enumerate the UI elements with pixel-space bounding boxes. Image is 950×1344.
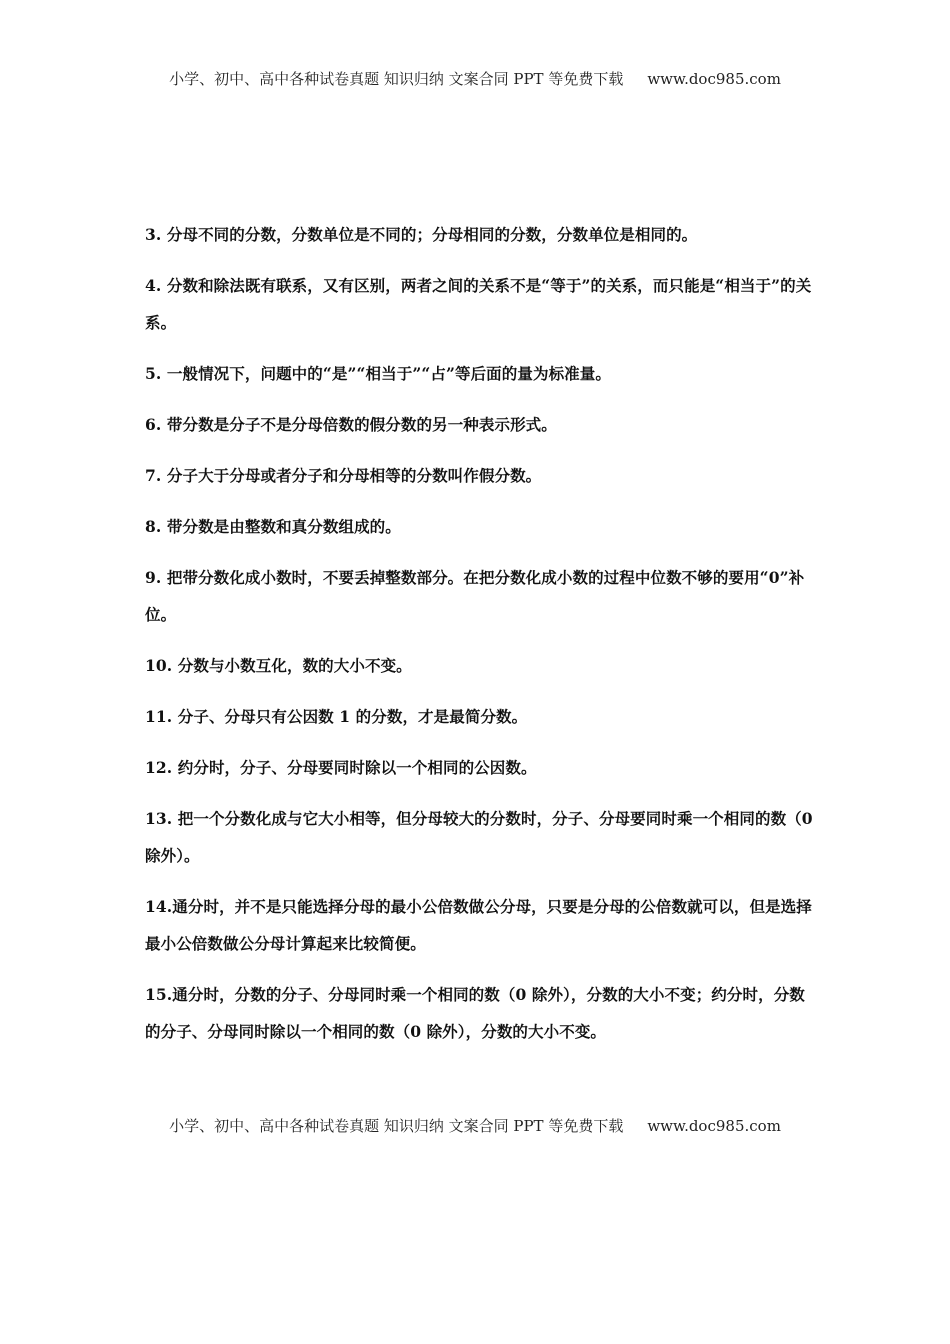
list-item: 10. 分数与小数互化，数的大小不变。 bbox=[145, 656, 412, 675]
knowledge-list bbox=[145, 216, 820, 1064]
page-header bbox=[0, 68, 950, 89]
list-item: 7. 分子大于分母或者分子和分母相等的分数叫作假分数。 bbox=[145, 466, 542, 485]
list-item: 12. 约分时，分子、分母要同时除以一个相同的公因数。 bbox=[145, 758, 537, 777]
header-site-link[interactable]: www.doc985.com bbox=[647, 70, 781, 88]
list-item: 13. 把一个分数化成与它大小相等，但分母较大的分数时，分子、分母要同时乘一个相同的数（0 除外）。 bbox=[145, 809, 813, 865]
list-item: 9. 把带分数化成小数时，不要丢掉整数部分。在把分数化成小数的过程中位数不够的要用“0”补位。 bbox=[145, 568, 805, 624]
list-item: 8. 带分数是由整数和真分数组成的。 bbox=[145, 517, 401, 536]
list-item: 6. 带分数是分子不是分母倍数的假分数的另一种表示形式。 bbox=[145, 415, 557, 434]
list-item: 4. 分数和除法既有联系，又有区别，两者之间的关系不是“等于”的关系，而只能是“相当于”的关系。 bbox=[145, 276, 812, 332]
list-item: 5. 一般情况下，问题中的“是”“相当于”“占”等后面的量为标准量。 bbox=[145, 364, 611, 383]
list-item: 3. 分母不同的分数，分数单位是不同的；分母相同的分数，分数单位是相同的。 bbox=[145, 225, 698, 244]
page-footer bbox=[0, 1115, 950, 1136]
header-text: 小学、初中、高中各种试卷真题 知识归纳 文案合同 PPT 等免费下载 bbox=[169, 70, 624, 88]
list-item: 11. 分子、分母只有公因数 1 的分数，才是最简分数。 bbox=[145, 707, 528, 726]
footer-text: 小学、初中、高中各种试卷真题 知识归纳 文案合同 PPT 等免费下载 bbox=[169, 1117, 624, 1135]
list-item: 14.通分时，并不是只能选择分母的最小公倍数做公分母，只要是分母的公倍数就可以，但是选择最小公倍数做公分母计算起来比较简便。 bbox=[145, 897, 812, 953]
footer-site-link[interactable]: www.doc985.com bbox=[647, 1117, 781, 1135]
list-item: 15.通分时，分数的分子、分母同时乘一个相同的数（0 除外），分数的大小不变；约分时，分数的分子、分母同时除以一个相同的数（0 除外），分数的大小不变。 bbox=[145, 985, 805, 1041]
